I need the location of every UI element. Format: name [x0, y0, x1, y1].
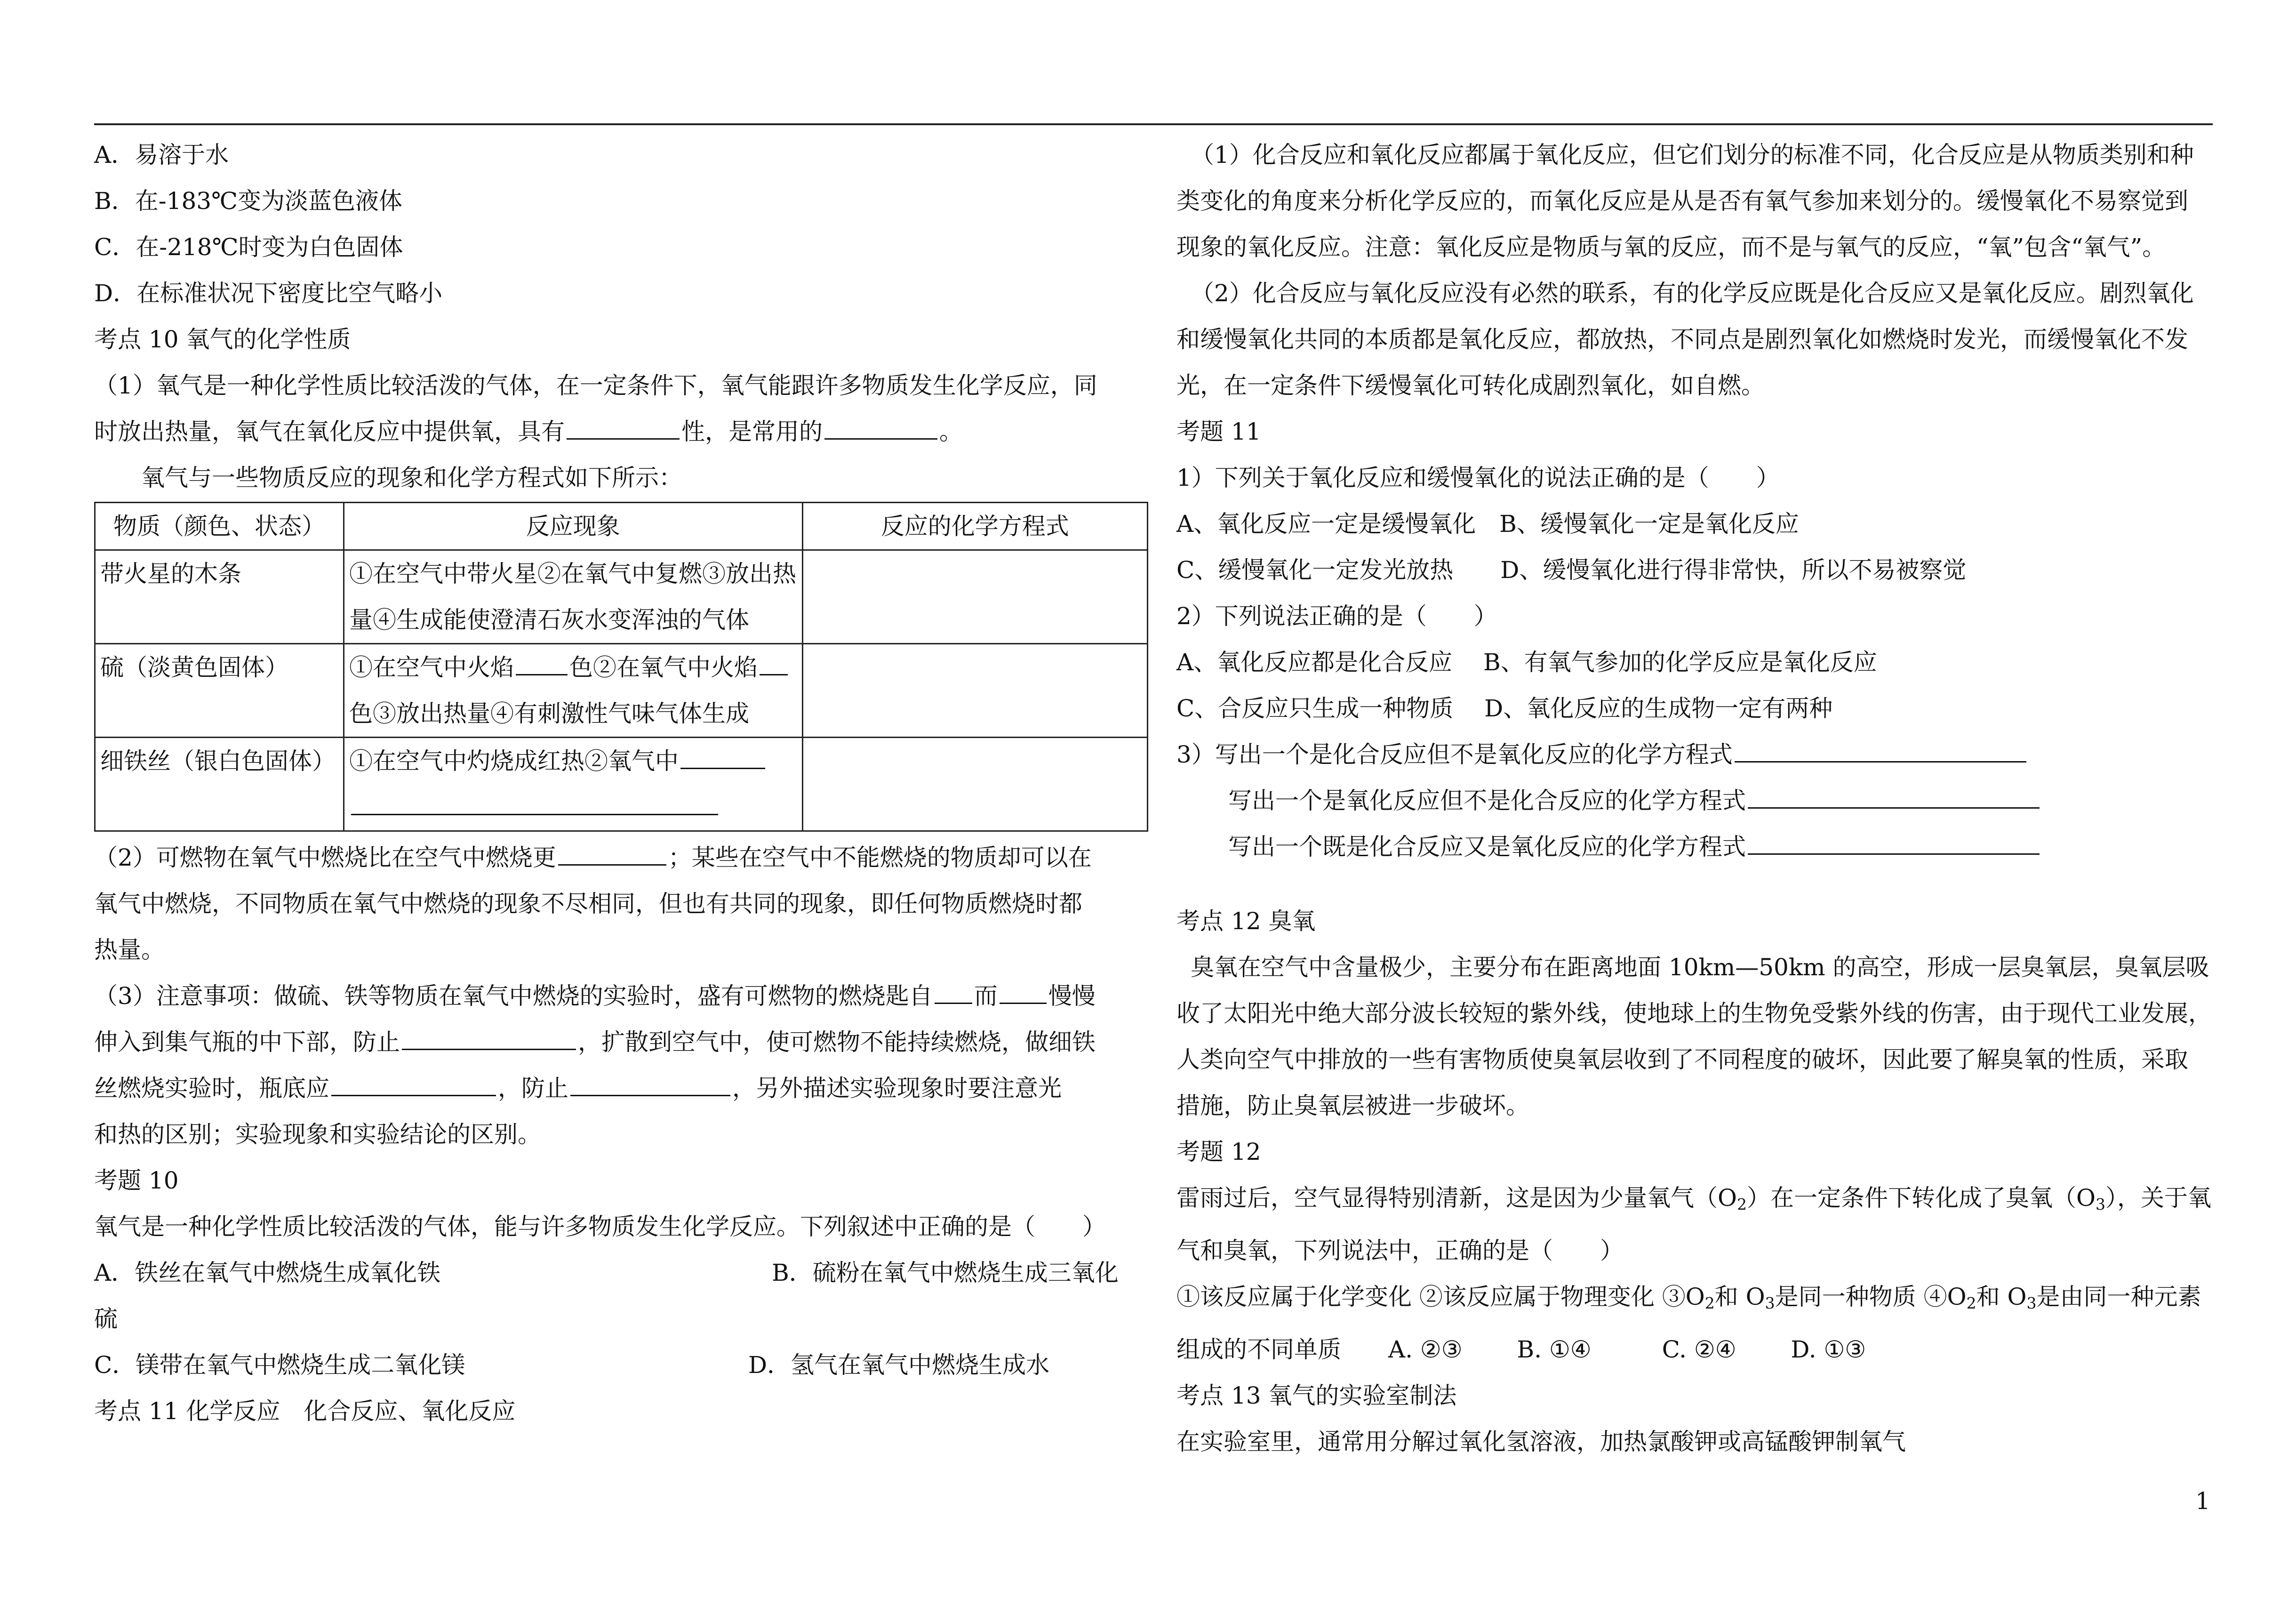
- answer-blank[interactable]: [567, 411, 680, 440]
- paragraph-line: 在实验室里，通常用分解过氧化氢溶液，加热氯酸钾或高锰酸钾制氧气: [1176, 1428, 1906, 1455]
- answer-blank[interactable]: [331, 1068, 496, 1096]
- question-stem: 2）下列说法正确的是（ ）: [1176, 602, 1497, 630]
- paragraph-line: 类变化的角度来分析化学反应的，而氧化反应是从是否有氧气参加来划分的。缓慢氧化不易察觉到: [1176, 187, 2188, 215]
- paragraph-line: 和热的区别；实验现象和实验结论的区别。: [94, 1121, 541, 1148]
- paragraph-line: 现象的氧化反应。注意：氧化反应是物质与氧的反应，而不是与氧气的反应，“氧”包含“氧气”。: [1176, 233, 2166, 261]
- k10-paragraph-line: （1）氧气是一种化学性质比较活泼的气体，在一定条件下，氧气能跟许多物质发生化学反应，同: [94, 372, 1097, 399]
- substance-cell: 硫（淡黄色固体）: [95, 644, 344, 738]
- question-title-q12: 考题 12: [1176, 1138, 1261, 1165]
- answer-blank[interactable]: [1735, 734, 2026, 763]
- k10-paragraph-line: 时放出热量，氧气在氧化反应中提供氧，具有 性，是常用的 。: [94, 409, 1148, 455]
- paragraph-line: 热量。: [94, 936, 165, 964]
- paragraph-line: 丝燃烧实验时，瓶底应 ，防止 ，另外描述实验现象时要注意光: [94, 1065, 1148, 1111]
- paragraph-line: 人类向空气中排放的一些有害物质使臭氧层收到了不同程度的破坏，因此要了解臭氧的性质，采取: [1176, 1046, 2188, 1073]
- option-a: A．易溶于水: [94, 141, 229, 169]
- question-stem: 氧气是一种化学性质比较活泼的气体，能与许多物质发生化学反应。下列叙述中正确的是（ ）: [94, 1213, 1106, 1240]
- table-header-cell: 反应的化学方程式: [802, 503, 1147, 550]
- table-header-row: [95, 503, 1148, 550]
- paragraph-line: （2）化合反应与氧化反应没有必然的联系，有的化学反应既是化合反应又是氧化反应。剧烈氧化: [1191, 280, 2194, 307]
- options-row: [94, 1250, 1148, 1296]
- question-options[interactable]: A、氧化反应一定是缓慢氧化 B、缓慢氧化一定是氧化反应: [1176, 510, 1799, 538]
- answer-blank[interactable]: [351, 787, 718, 815]
- answer-blank[interactable]: [558, 837, 666, 866]
- equation-cell[interactable]: [802, 550, 1147, 644]
- paragraph-line: 收了太阳光中绝大部分波长较短的紫外线，使地球上的生物免受紫外线的伤害，由于现代工业发展，: [1176, 1000, 2212, 1027]
- answer-blank[interactable]: [516, 647, 568, 675]
- options-row: [94, 1342, 1148, 1388]
- paragraph-line: （1）化合反应和氧化反应都属于氧化反应，但它们划分的标准不同，化合反应是从物质类别和种: [1191, 141, 2194, 169]
- header-rule: [94, 123, 2213, 125]
- table-row: [95, 550, 1148, 644]
- section-title-k10: 考点 10 氧气的化学性质: [94, 326, 351, 353]
- answer-blank[interactable]: [760, 647, 788, 675]
- question-options[interactable]: A、氧化反应都是化合反应 B、有氧气参加的化学反应是氧化反应: [1176, 649, 1877, 676]
- equation-cell[interactable]: [802, 644, 1147, 738]
- question-statements: ①该反应属于化学变化 ②该反应属于物理变化 $③O_2$和 $O_3$是同一种物质 $④O_2$和 $O_3$是由同一种元素: [1176, 1283, 2201, 1312]
- q10-option-d[interactable]: D．氢气在氧气中燃烧生成水: [748, 1351, 1050, 1379]
- paragraph-line: 臭氧在空气中含量极少，主要分布在距离地面 10km—50km 的高空，形成一层臭氧层，臭氧层吸: [1191, 954, 2209, 981]
- answer-blank[interactable]: [1748, 780, 2040, 809]
- page-number: 1: [2195, 1487, 2210, 1515]
- option-d: D．在标准状况下密度比空气略小: [94, 280, 443, 307]
- table-header-cell: 物质（颜色、状态）: [95, 503, 344, 550]
- answer-blank[interactable]: [824, 411, 937, 440]
- table-row: [95, 644, 1148, 738]
- paragraph-line: 光，在一定条件下缓慢氧化可转化成剧烈氧化，如自燃。: [1176, 372, 1765, 399]
- question-line: 3）写出一个是化合反应但不是氧化反应的化学方程式: [1176, 731, 2216, 778]
- q10-option-a[interactable]: A．铁丝在氧气中燃烧生成氧化铁: [94, 1259, 441, 1286]
- q10-option-b[interactable]: B．硫粉在氧气中燃烧生成三氧化: [772, 1259, 1119, 1286]
- q10-option-b-cont: 硫: [94, 1305, 118, 1333]
- reaction-table: [94, 502, 1148, 832]
- q10-option-c[interactable]: C．镁带在氧气中燃烧生成二氧化镁: [94, 1351, 465, 1379]
- question-options[interactable]: C、缓慢氧化一定发光放热 D、缓慢氧化进行得非常快，所以不易被察觉: [1176, 556, 1967, 584]
- question-line: 写出一个是氧化反应但不是化合反应的化学方程式: [1176, 778, 2216, 824]
- question-options[interactable]: 组成的不同单质 A. ②③ B. ①④ C. ②④ D. ①③: [1176, 1336, 1866, 1363]
- answer-blank[interactable]: [570, 1068, 730, 1096]
- option-c: C．在-218℃时变为白色固体: [94, 233, 403, 261]
- answer-blank[interactable]: [1748, 826, 2040, 855]
- phenomenon-cell: ①在空气中灼烧成红热②氧气中: [344, 738, 803, 831]
- right-column: [1176, 132, 2216, 1465]
- section-title-k12: 考点 12 臭氧: [1176, 907, 1316, 935]
- question-title-q10: 考题 10: [94, 1167, 179, 1194]
- paragraph-line: 伸入到集气瓶的中下部，防止 ，扩散到空气中，使可燃物不能持续燃烧，做细铁: [94, 1019, 1148, 1065]
- paragraph-line: 措施，防止臭氧层被进一步破坏。: [1176, 1092, 1529, 1119]
- answer-blank[interactable]: [1000, 975, 1047, 1004]
- answer-blank[interactable]: [402, 1021, 576, 1050]
- paragraph-line: 氧气中燃烧，不同物质在氧气中燃烧的现象不尽相同，但也有共同的现象，即任何物质燃烧时都: [94, 890, 1082, 917]
- table-row: [95, 738, 1148, 831]
- table-intro: 氧气与一些物质反应的现象和化学方程式如下所示：: [141, 464, 682, 491]
- question-stem: 1）下列关于氧化反应和缓慢氧化的说法正确的是（ ）: [1176, 464, 1780, 491]
- table-header-cell: 反应现象: [344, 503, 803, 550]
- option-b: B．在-183℃变为淡蓝色液体: [94, 187, 403, 215]
- equation-cell[interactable]: [802, 738, 1147, 831]
- answer-blank[interactable]: [935, 975, 972, 1004]
- section-title-k13: 考点 13 氧气的实验室制法: [1176, 1382, 1457, 1409]
- question-line: 写出一个既是化合反应又是氧化反应的化学方程式: [1176, 824, 2216, 870]
- question-stem: 气和臭氧，下列说法中，正确的是（ ）: [1176, 1237, 1624, 1264]
- phenomenon-cell: ①在空气中带火星②在氧气中复燃③放出热量④生成能使澄清石灰水变浑浊的气体: [344, 550, 803, 644]
- substance-cell: 带火星的木条: [95, 550, 344, 644]
- spacer: [1176, 870, 2216, 898]
- substance-cell: 细铁丝（银白色固体）: [95, 738, 344, 831]
- left-column: [94, 132, 1148, 1434]
- answer-blank[interactable]: [680, 740, 765, 769]
- phenomenon-cell: ①在空气中火焰 色②在氧气中火焰色③放出热量④有刺激性气味气体生成: [344, 644, 803, 738]
- question-title-q11: 考题 11: [1176, 418, 1261, 445]
- paragraph-line: （3）注意事项：做硫、铁等物质在氧气中燃烧的实验时，盛有可燃物的燃烧匙自 而 慢慢: [94, 973, 1148, 1019]
- paragraph-line: 和缓慢氧化共同的本质都是氧化反应，都放热，不同点是剧烈氧化如燃烧时发光，而缓慢氧化不发: [1176, 326, 2188, 353]
- section-title-k11: 考点 11 化学反应 化合反应、氧化反应: [94, 1397, 516, 1425]
- question-stem: 雷雨过后，空气显得特别清新，这是因为少量氧气$(O_2)$在一定条件下转化成了臭氧$(O_3)$，关于氧: [1176, 1184, 2211, 1213]
- paragraph-line: （2）可燃物在氧气中燃烧比在空气中燃烧更 ；某些在空气中不能燃烧的物质却可以在: [94, 835, 1148, 881]
- question-options[interactable]: C、合反应只生成一种物质 D、氧化反应的生成物一定有两种: [1176, 695, 1833, 722]
